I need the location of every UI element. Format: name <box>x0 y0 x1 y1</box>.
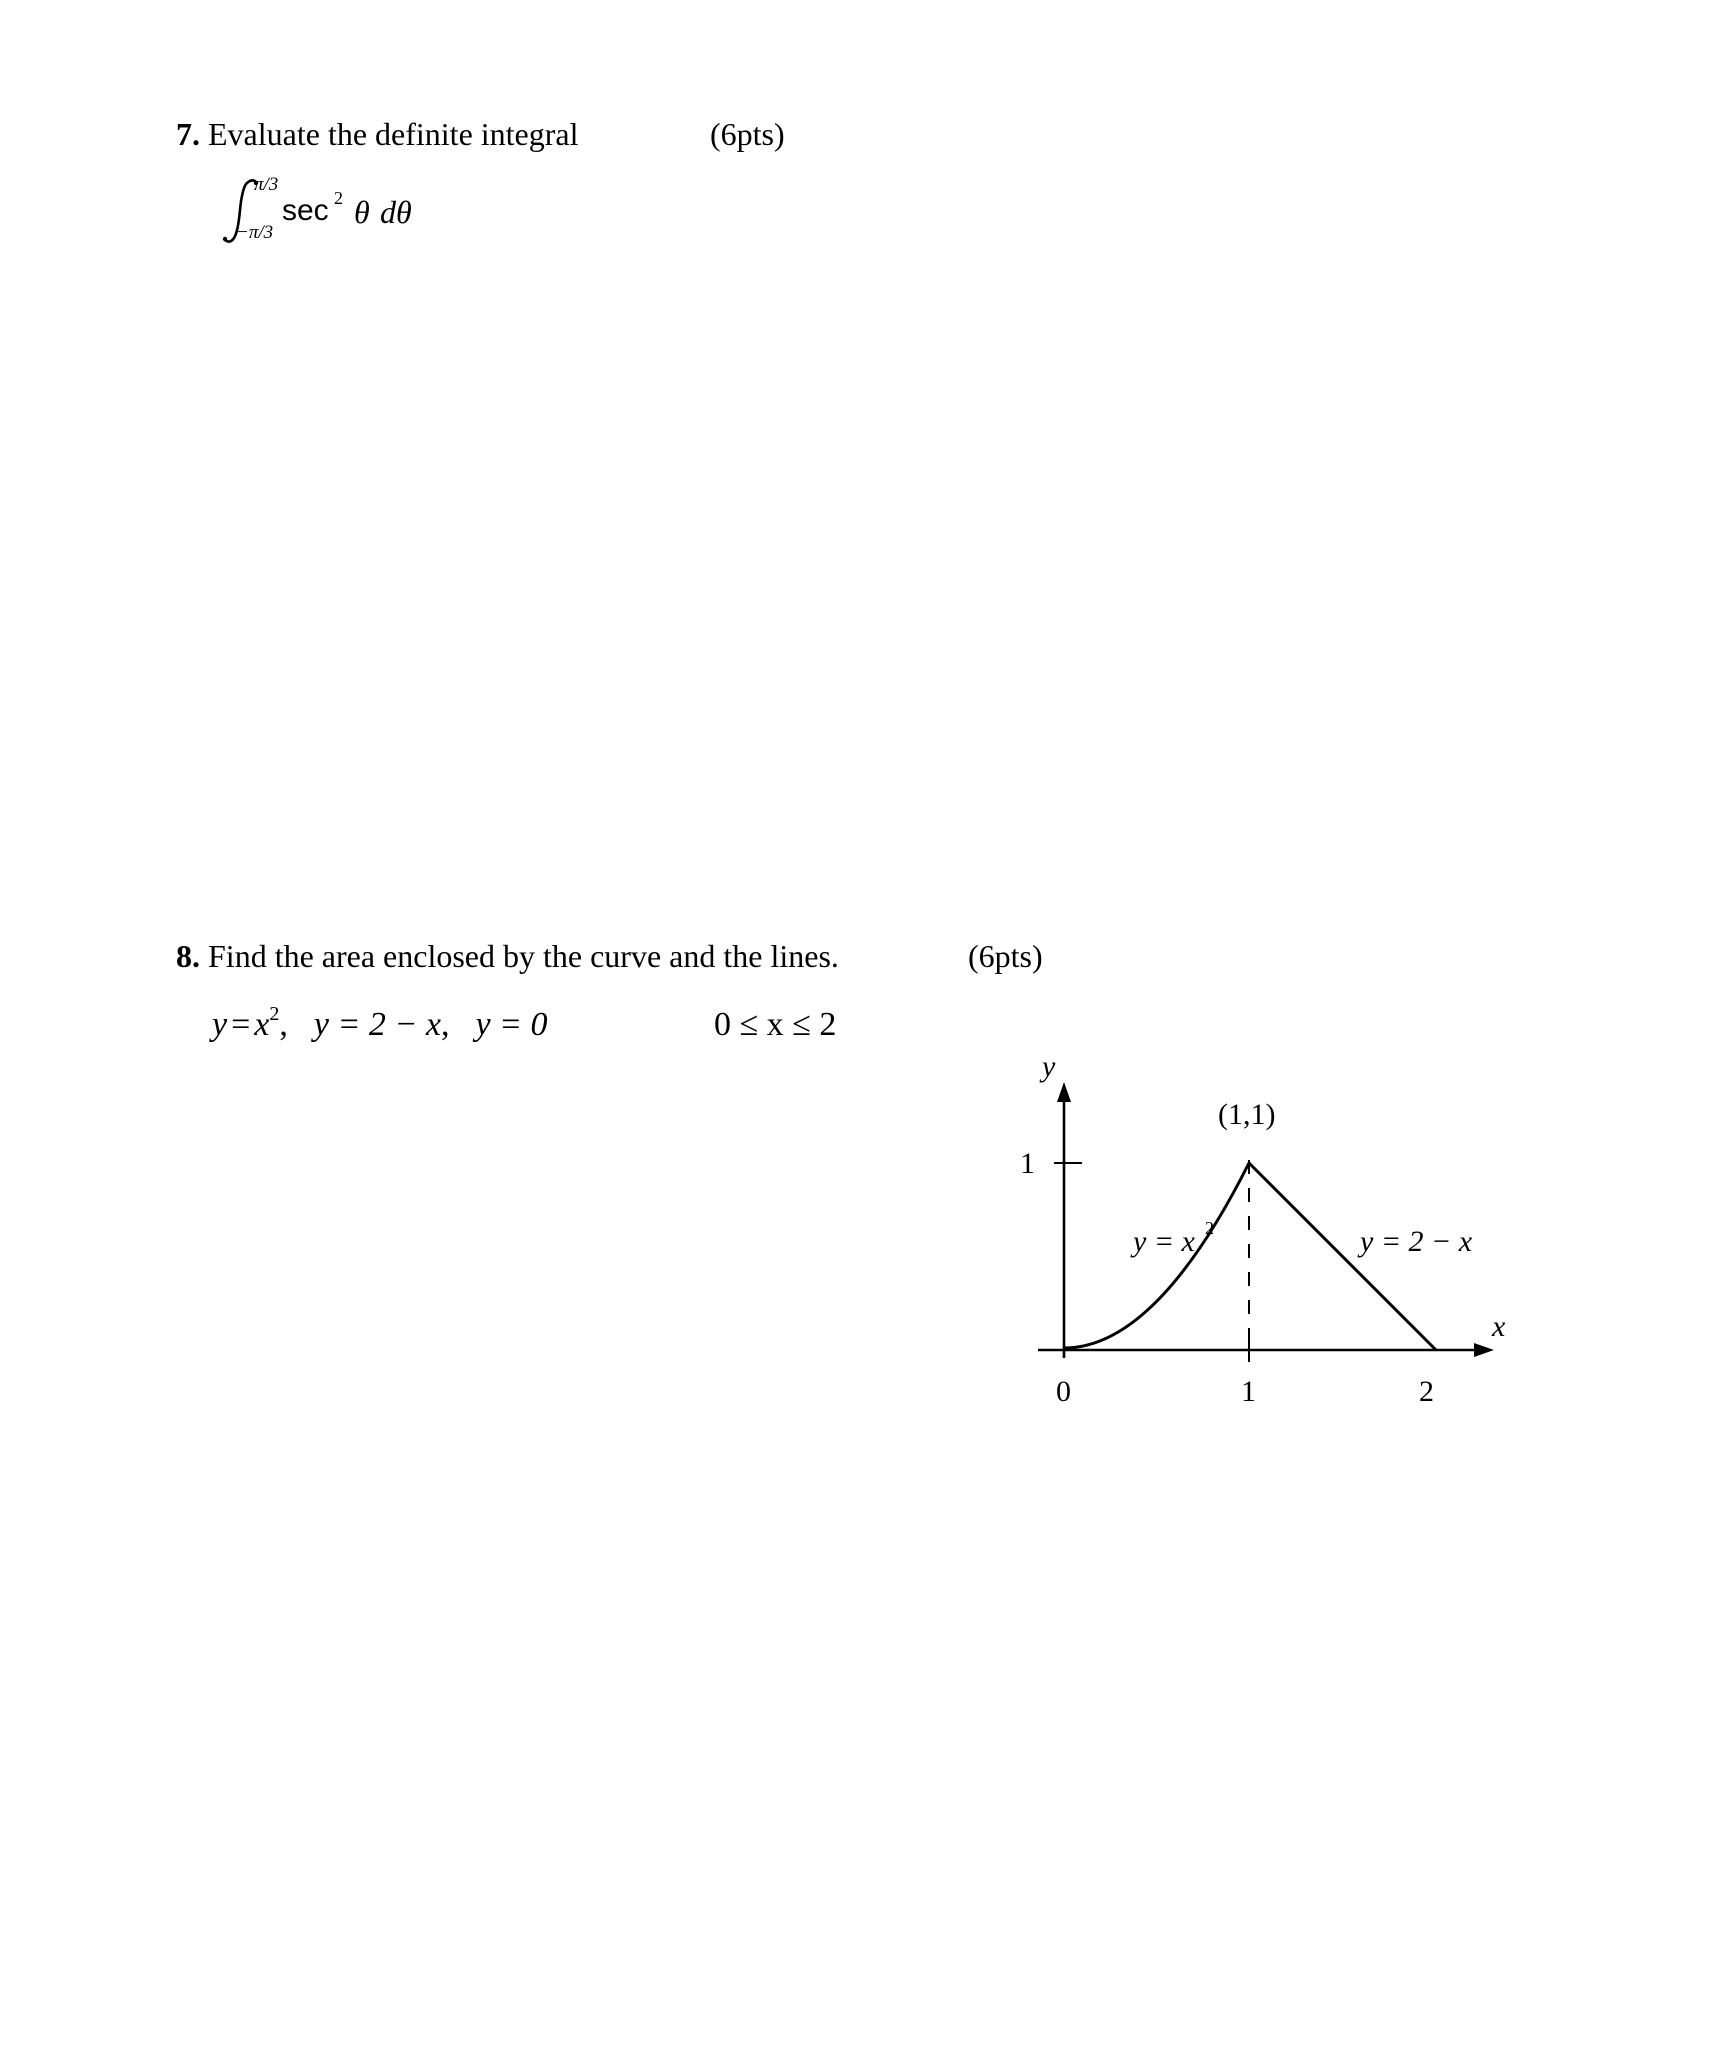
curve-label-base: y = x <box>1133 1225 1195 1258</box>
problem-7-number: 7. <box>176 116 200 152</box>
eq1-equals: = <box>231 1006 251 1043</box>
integral-upper-limit: π/3 <box>254 174 279 195</box>
integrand-function: sec <box>282 194 329 227</box>
x-tick-label-0: 0 <box>1056 1375 1071 1408</box>
problem-7-heading <box>176 116 579 153</box>
x-tick-label-1: 1 <box>1241 1375 1256 1408</box>
integrand-variable: θ <box>354 194 370 230</box>
x-axis-label: x <box>1492 1310 1506 1343</box>
y-axis-label: y <box>1042 1050 1056 1083</box>
integral-lower-limit: −π/3 <box>236 222 274 243</box>
x-tick-label-2: 2 <box>1419 1375 1434 1408</box>
problem-7-points: (6pts) <box>710 116 785 152</box>
eq1-lhs: y <box>212 1006 228 1043</box>
problem-7-prompt: Evaluate the definite integral <box>208 116 579 152</box>
line-label: y = 2 − x <box>1360 1225 1473 1258</box>
integrand-exponent: 2 <box>334 188 343 208</box>
area-graph <box>1000 1040 1520 1420</box>
eq-separator-1: , <box>279 1006 288 1043</box>
point-label: (1,1) <box>1218 1098 1276 1131</box>
problem-7-integral <box>222 176 442 246</box>
problem-8-number: 8. <box>176 938 200 974</box>
integrand-differential: dθ <box>380 194 412 230</box>
eq1-var: x <box>254 1006 270 1043</box>
problem-8-equations <box>212 1003 548 1050</box>
curve-label-exponent: 2 <box>1205 1218 1214 1238</box>
problem-8-prompt: Find the area enclosed by the curve and the lines. <box>208 938 839 974</box>
eq2: y = 2 − x <box>313 1006 441 1043</box>
eq-separator-2: , <box>440 1006 450 1043</box>
problem-8-domain: 0 ≤ x ≤ 2 <box>714 1006 837 1043</box>
eq3: y = 0 <box>475 1006 548 1043</box>
problem-8-points: (6pts) <box>968 938 1043 974</box>
y-axis-arrow-icon <box>1057 1082 1071 1102</box>
eq1-exponent: 2 <box>269 1003 280 1025</box>
y-tick-label-1: 1 <box>1020 1147 1035 1180</box>
problem-8-heading <box>176 938 839 975</box>
x-axis-arrow-icon <box>1474 1343 1494 1357</box>
